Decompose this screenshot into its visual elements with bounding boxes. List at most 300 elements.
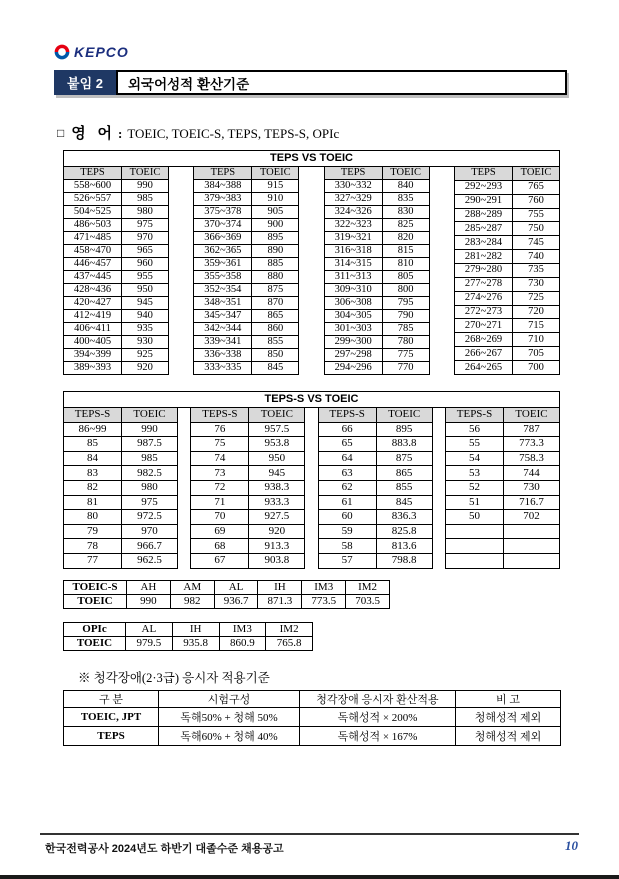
subject-label: 영 어 — [71, 126, 116, 142]
grade-cell: IM3 — [302, 581, 346, 595]
score-cell: 66 — [318, 422, 376, 437]
score-row — [191, 524, 305, 539]
score-row — [445, 466, 559, 481]
score-row — [64, 193, 169, 206]
score-cell: 700 — [512, 361, 559, 375]
kepco-logo-text: KEPCO — [74, 44, 129, 60]
score-cell: 840 — [382, 180, 429, 193]
score-cell: 775 — [382, 349, 429, 362]
score-cell: 740 — [512, 250, 559, 264]
score-row — [191, 495, 305, 510]
score-cell: 71 — [191, 495, 249, 510]
score-cell: 85 — [64, 437, 122, 452]
score-cell: 400~405 — [64, 336, 122, 349]
score-cell: 304~305 — [324, 310, 382, 323]
score-cell: 486~503 — [64, 219, 122, 232]
score-cell: 84 — [64, 451, 122, 466]
score-cell: 333~335 — [194, 362, 252, 375]
header-row — [445, 408, 559, 423]
score-cell: 900 — [252, 219, 299, 232]
score-cell: 446~457 — [64, 258, 122, 271]
score-row — [191, 480, 305, 495]
score-cell: 913.3 — [249, 539, 305, 554]
score-cell: 51 — [445, 495, 503, 510]
score-row — [454, 277, 559, 291]
score-cell: 985 — [122, 193, 169, 206]
score-cell: 389~393 — [64, 362, 122, 375]
score-cell: 65 — [318, 437, 376, 452]
score-cell: 830 — [382, 206, 429, 219]
score-row — [194, 232, 299, 245]
score-cell: 366~369 — [194, 232, 252, 245]
attachment-header — [54, 70, 567, 95]
score-cell: 324~326 — [324, 206, 382, 219]
score-cell: 319~321 — [324, 232, 382, 245]
conversion-subtable — [190, 407, 305, 569]
score-row — [194, 219, 299, 232]
footer-text: 한국전력공사 2024년도 하반기 대졸수준 채용공고 — [45, 843, 284, 855]
tepss-table-title: TEPS-S VS TOEIC — [63, 391, 560, 408]
score-cell: 720 — [512, 305, 559, 319]
score-cell — [503, 539, 559, 554]
score-cell: 56 — [445, 422, 503, 437]
score-row — [64, 349, 169, 362]
score-row — [324, 193, 429, 206]
table-cell: TOEIC, JPT — [64, 708, 159, 727]
score-cell: 875 — [376, 451, 432, 466]
score-cell: 880 — [252, 271, 299, 284]
score-row — [324, 284, 429, 297]
score-row — [194, 245, 299, 258]
score-cell: 935 — [122, 323, 169, 336]
score-cell: 359~361 — [194, 258, 252, 271]
score-cell: 703.5 — [346, 595, 390, 609]
score-cell: 342~344 — [194, 323, 252, 336]
score-cell: 288~289 — [454, 208, 512, 222]
score-cell: 715 — [512, 319, 559, 333]
score-cell: 903.8 — [249, 553, 305, 568]
score-row — [318, 480, 432, 495]
score-cell: 920 — [122, 362, 169, 375]
grade-cell: IM2 — [346, 581, 390, 595]
score-cell: 379~383 — [194, 193, 252, 206]
conversion-subtable — [324, 166, 430, 375]
score-cell: 745 — [512, 236, 559, 250]
score-cell: 285~287 — [454, 222, 512, 236]
score-cell: 80 — [64, 510, 122, 525]
score-cell: 355~358 — [194, 271, 252, 284]
score-cell: 785 — [382, 323, 429, 336]
score-row — [324, 297, 429, 310]
score-cell: 53 — [445, 466, 503, 481]
score-cell: 716.7 — [503, 495, 559, 510]
header-row — [194, 167, 299, 180]
score-cell: 800 — [382, 284, 429, 297]
score-cell: 725 — [512, 291, 559, 305]
conversion-subtable — [318, 407, 433, 569]
score-cell: 890 — [252, 245, 299, 258]
page-bottom-edge — [0, 875, 619, 879]
score-row — [194, 180, 299, 193]
score-cell: 77 — [64, 553, 122, 568]
score-cell: 322~323 — [324, 219, 382, 232]
score-cell: 787 — [503, 422, 559, 437]
score-cell: 966.7 — [122, 539, 178, 554]
score-cell: 63 — [318, 466, 376, 481]
score-row — [64, 437, 178, 452]
table-cell: TEPS — [64, 727, 159, 746]
score-cell: 915 — [252, 180, 299, 193]
score-row — [324, 336, 429, 349]
score-cell: 306~308 — [324, 297, 382, 310]
subject-line — [57, 122, 339, 143]
column-header: 청각장애 응시자 환산적용 — [300, 691, 456, 708]
score-cell: 835 — [382, 193, 429, 206]
conversion-subtable — [454, 166, 560, 375]
score-cell: 268~269 — [454, 333, 512, 347]
score-cell: 875 — [252, 284, 299, 297]
score-row — [64, 466, 178, 481]
conversion-subtable — [63, 407, 178, 569]
score-cell: 910 — [252, 193, 299, 206]
page-title: 외국어성적 환산기준 — [116, 70, 567, 95]
score-cell: 68 — [191, 539, 249, 554]
score-cell: 74 — [191, 451, 249, 466]
score-cell: 702 — [503, 510, 559, 525]
score-cell: 270~271 — [454, 319, 512, 333]
score-row — [64, 451, 178, 466]
kepco-logo — [54, 44, 129, 60]
score-row — [64, 553, 178, 568]
score-row — [318, 437, 432, 452]
score-row — [318, 553, 432, 568]
score-cell: 52 — [445, 480, 503, 495]
score-cell: 885 — [252, 258, 299, 271]
column-header: TOEIC — [503, 408, 559, 423]
score-cell: 905 — [252, 206, 299, 219]
score-row — [454, 236, 559, 250]
conversion-subtable — [445, 407, 560, 569]
grade-cell: IM2 — [266, 623, 313, 637]
score-cell: 311~313 — [324, 271, 382, 284]
score-cell: 975 — [122, 495, 178, 510]
opic-conversion-table — [63, 622, 313, 651]
column-header: TEPS-S — [318, 408, 376, 423]
score-cell: 850 — [252, 349, 299, 362]
grade-cell: AL — [126, 623, 173, 637]
score-cell: 773.3 — [503, 437, 559, 452]
table-row — [64, 708, 561, 727]
score-cell: 975 — [122, 219, 169, 232]
score-cell — [503, 524, 559, 539]
score-cell: 504~525 — [64, 206, 122, 219]
score-cell: 938.3 — [249, 480, 305, 495]
score-cell: 314~315 — [324, 258, 382, 271]
score-row — [454, 361, 559, 375]
subject-test-list: TOEIC, TOEIC-S, TEPS, TEPS-S, OPIc — [127, 126, 340, 141]
score-cell: 730 — [503, 480, 559, 495]
score-cell: 279~280 — [454, 264, 512, 278]
score-row — [64, 362, 169, 375]
score-row — [324, 362, 429, 375]
score-row — [324, 258, 429, 271]
score-row — [318, 539, 432, 554]
score-cell: 982.5 — [122, 466, 178, 481]
score-cell: 860.9 — [219, 637, 266, 651]
score-cell: 526~557 — [64, 193, 122, 206]
score-cell: 990 — [122, 180, 169, 193]
score-cell — [445, 524, 503, 539]
score-row — [445, 451, 559, 466]
score-row — [64, 595, 390, 609]
score-row — [194, 362, 299, 375]
score-cell: 750 — [512, 222, 559, 236]
score-row — [324, 271, 429, 284]
score-cell: 795 — [382, 297, 429, 310]
score-cell: 82 — [64, 480, 122, 495]
score-cell: 62 — [318, 480, 376, 495]
score-row — [194, 284, 299, 297]
header-row — [318, 408, 432, 423]
score-row — [64, 206, 169, 219]
grade-header-row — [64, 623, 313, 637]
hearing-impaired-note: ※ 청각장애(2·3급) 응시자 적용기준 — [78, 671, 270, 685]
score-row — [454, 208, 559, 222]
score-cell: 50 — [445, 510, 503, 525]
score-cell: 765.8 — [266, 637, 313, 651]
score-cell: 76 — [191, 422, 249, 437]
score-cell: 55 — [445, 437, 503, 452]
score-cell: 820 — [382, 232, 429, 245]
score-row — [64, 495, 178, 510]
score-row — [64, 524, 178, 539]
column-header: TOEIC — [376, 408, 432, 423]
score-cell: 765 — [512, 180, 559, 194]
score-row — [445, 539, 559, 554]
score-cell: 352~354 — [194, 284, 252, 297]
score-row — [194, 271, 299, 284]
score-row — [191, 539, 305, 554]
score-row — [191, 466, 305, 481]
score-row — [194, 206, 299, 219]
score-cell: 925 — [122, 349, 169, 362]
score-row — [64, 539, 178, 554]
score-row — [324, 349, 429, 362]
score-cell: 933.3 — [249, 495, 305, 510]
score-cell: 69 — [191, 524, 249, 539]
score-row — [324, 219, 429, 232]
score-cell: 798.8 — [376, 553, 432, 568]
score-cell: 345~347 — [194, 310, 252, 323]
score-cell: 836.3 — [376, 510, 432, 525]
score-cell: 790 — [382, 310, 429, 323]
score-cell: 927.5 — [249, 510, 305, 525]
header-row — [64, 408, 178, 423]
score-cell: 815 — [382, 245, 429, 258]
header-row — [454, 167, 559, 181]
score-cell: 420~427 — [64, 297, 122, 310]
score-row — [191, 437, 305, 452]
score-cell: 370~374 — [194, 219, 252, 232]
score-row — [454, 347, 559, 361]
score-cell: 339~341 — [194, 336, 252, 349]
score-cell: 773.5 — [302, 595, 346, 609]
score-cell: 394~399 — [64, 349, 122, 362]
score-cell: 471~485 — [64, 232, 122, 245]
score-cell: 810 — [382, 258, 429, 271]
score-row — [324, 310, 429, 323]
grade-cell: AM — [170, 581, 214, 595]
table-cell: 독해60% + 청해 40% — [159, 727, 300, 746]
grade-cell: IH — [258, 581, 302, 595]
score-row — [454, 264, 559, 278]
score-cell: 945 — [122, 297, 169, 310]
score-row — [194, 297, 299, 310]
score-cell: 294~296 — [324, 362, 382, 375]
score-cell: 920 — [249, 524, 305, 539]
score-row — [64, 258, 169, 271]
score-row — [64, 271, 169, 284]
score-cell: 987.5 — [122, 437, 178, 452]
score-cell: 301~303 — [324, 323, 382, 336]
score-row — [318, 524, 432, 539]
score-cell: 290~291 — [454, 194, 512, 208]
score-cell: 940 — [122, 310, 169, 323]
score-cell: 297~298 — [324, 349, 382, 362]
attachment-badge: 붙임 2 — [54, 70, 116, 95]
score-cell: TOEIC — [64, 595, 127, 609]
score-cell: 61 — [318, 495, 376, 510]
score-row — [194, 193, 299, 206]
score-cell: 755 — [512, 208, 559, 222]
score-cell: 86~99 — [64, 422, 122, 437]
score-cell: 327~329 — [324, 193, 382, 206]
score-cell: 272~273 — [454, 305, 512, 319]
score-row — [318, 466, 432, 481]
score-cell: 855 — [376, 480, 432, 495]
score-cell: 70 — [191, 510, 249, 525]
score-cell: 72 — [191, 480, 249, 495]
score-cell: 274~276 — [454, 291, 512, 305]
column-header: TOEIC — [122, 167, 169, 180]
score-row — [194, 349, 299, 362]
score-cell: 945 — [249, 466, 305, 481]
score-cell: 710 — [512, 333, 559, 347]
score-cell: 883.8 — [376, 437, 432, 452]
table-cell: 독해성적 × 167% — [300, 727, 456, 746]
header-row — [324, 167, 429, 180]
score-cell: 865 — [376, 466, 432, 481]
column-header: TOEIC — [252, 167, 299, 180]
score-cell: 67 — [191, 553, 249, 568]
score-cell: 962.5 — [122, 553, 178, 568]
score-cell: 428~436 — [64, 284, 122, 297]
table-cell: 청해성적 제외 — [456, 708, 561, 727]
column-header: TOEIC — [382, 167, 429, 180]
score-cell: 845 — [376, 495, 432, 510]
score-row — [445, 553, 559, 568]
grade-cell: AL — [214, 581, 258, 595]
score-row — [318, 510, 432, 525]
grade-cell: AH — [127, 581, 171, 595]
score-cell: 73 — [191, 466, 249, 481]
tepss-table-groups — [63, 407, 560, 569]
score-row — [64, 180, 169, 193]
header-row — [191, 408, 305, 423]
score-cell: 336~338 — [194, 349, 252, 362]
score-cell: 870 — [252, 297, 299, 310]
score-cell: 316~318 — [324, 245, 382, 258]
score-cell: 825.8 — [376, 524, 432, 539]
score-cell: 955 — [122, 271, 169, 284]
score-cell: 348~351 — [194, 297, 252, 310]
score-cell: 79 — [64, 524, 122, 539]
score-cell: 83 — [64, 466, 122, 481]
score-cell: 770 — [382, 362, 429, 375]
score-row — [64, 284, 169, 297]
score-row — [318, 495, 432, 510]
score-row — [64, 245, 169, 258]
score-cell: 281~282 — [454, 250, 512, 264]
score-cell: 730 — [512, 277, 559, 291]
score-cell: 930 — [122, 336, 169, 349]
score-cell: 825 — [382, 219, 429, 232]
score-row — [454, 333, 559, 347]
score-cell: TOEIC — [64, 637, 126, 651]
column-header: TEPS — [194, 167, 252, 180]
score-row — [318, 422, 432, 437]
square-bullet-icon: □ — [57, 126, 65, 140]
score-cell: 972.5 — [122, 510, 178, 525]
score-cell: 895 — [252, 232, 299, 245]
score-cell: 980 — [122, 480, 178, 495]
score-row — [454, 305, 559, 319]
grade-cell: OPIc — [64, 623, 126, 637]
score-row — [191, 510, 305, 525]
column-header: TEPS — [324, 167, 382, 180]
column-header: TOEIC — [122, 408, 178, 423]
score-row — [64, 310, 169, 323]
score-cell: 950 — [249, 451, 305, 466]
teps-toeic-conversion-table — [63, 150, 560, 375]
score-row — [454, 319, 559, 333]
score-row — [64, 219, 169, 232]
grade-cell: TOEIC-S — [64, 581, 127, 595]
header-row — [64, 691, 561, 708]
score-row — [445, 422, 559, 437]
conversion-subtable — [63, 166, 169, 375]
score-cell: 458~470 — [64, 245, 122, 258]
column-header: TEPS — [454, 167, 512, 181]
score-cell: 384~388 — [194, 180, 252, 193]
column-header: TOEIC — [512, 167, 559, 181]
score-cell — [445, 553, 503, 568]
toeic-speaking-conversion-table — [63, 580, 390, 609]
score-cell: 960 — [122, 258, 169, 271]
score-cell: 277~278 — [454, 277, 512, 291]
score-cell: 264~265 — [454, 361, 512, 375]
column-header: TEPS — [64, 167, 122, 180]
score-row — [194, 336, 299, 349]
score-cell: 437~445 — [64, 271, 122, 284]
score-cell: 75 — [191, 437, 249, 452]
score-cell: 760 — [512, 194, 559, 208]
score-row — [194, 310, 299, 323]
score-cell: 845 — [252, 362, 299, 375]
page-number: 10 — [565, 838, 578, 853]
score-cell: 78 — [64, 539, 122, 554]
score-row — [445, 510, 559, 525]
